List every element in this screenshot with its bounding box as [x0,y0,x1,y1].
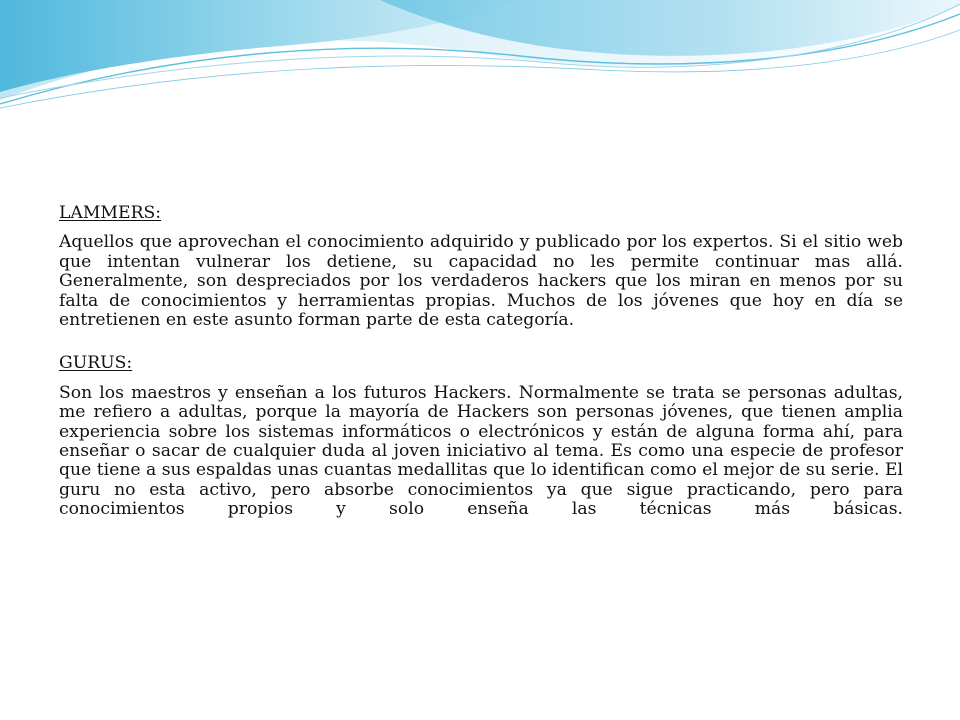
gurus-heading: GURUS: [59,353,133,374]
gurus-paragraph: Son los maestros y enseñan a los futuros Hackers. Normalmente se trata se personas adultas, me refiero a adultas, porque la mayoría de Hackers son personas jóvenes, que tienen amplia experiencia sobre los sistemas informáticos o electrónicos y están de alguna forma ahí, para enseñar o sacar de cualquier duda al joven iniciativo al tema. Es como una especie de profesor que tiene a sus espaldas unas cuantas medallitas que lo identifican como el mejor de su serie. El guru no esta activo, pero absorbe conocimientos ya que sigue practicando, pero para conocimientos propios y solo enseña las técnicas más básicas. [59,382,903,520]
lammers-paragraph: Aquellos que aprovechan el conocimiento adquirido y publicado por los expertos. Si el sitio web que intentan vulnerar los detiene, su capacidad no les permite continuar mas allá. Generalmente, son despreciados por los verdaderos hackers que los miran en menos por su falta de conocimientos y herramientas propias. Muchos de los jóvenes que hoy en día se entretienen en este asunto forman parte de esta categoría. [59,232,903,331]
slide-body [59,204,903,544]
wave-header-decoration [0,0,960,120]
lammers-heading: LAMMERS: [59,203,162,223]
